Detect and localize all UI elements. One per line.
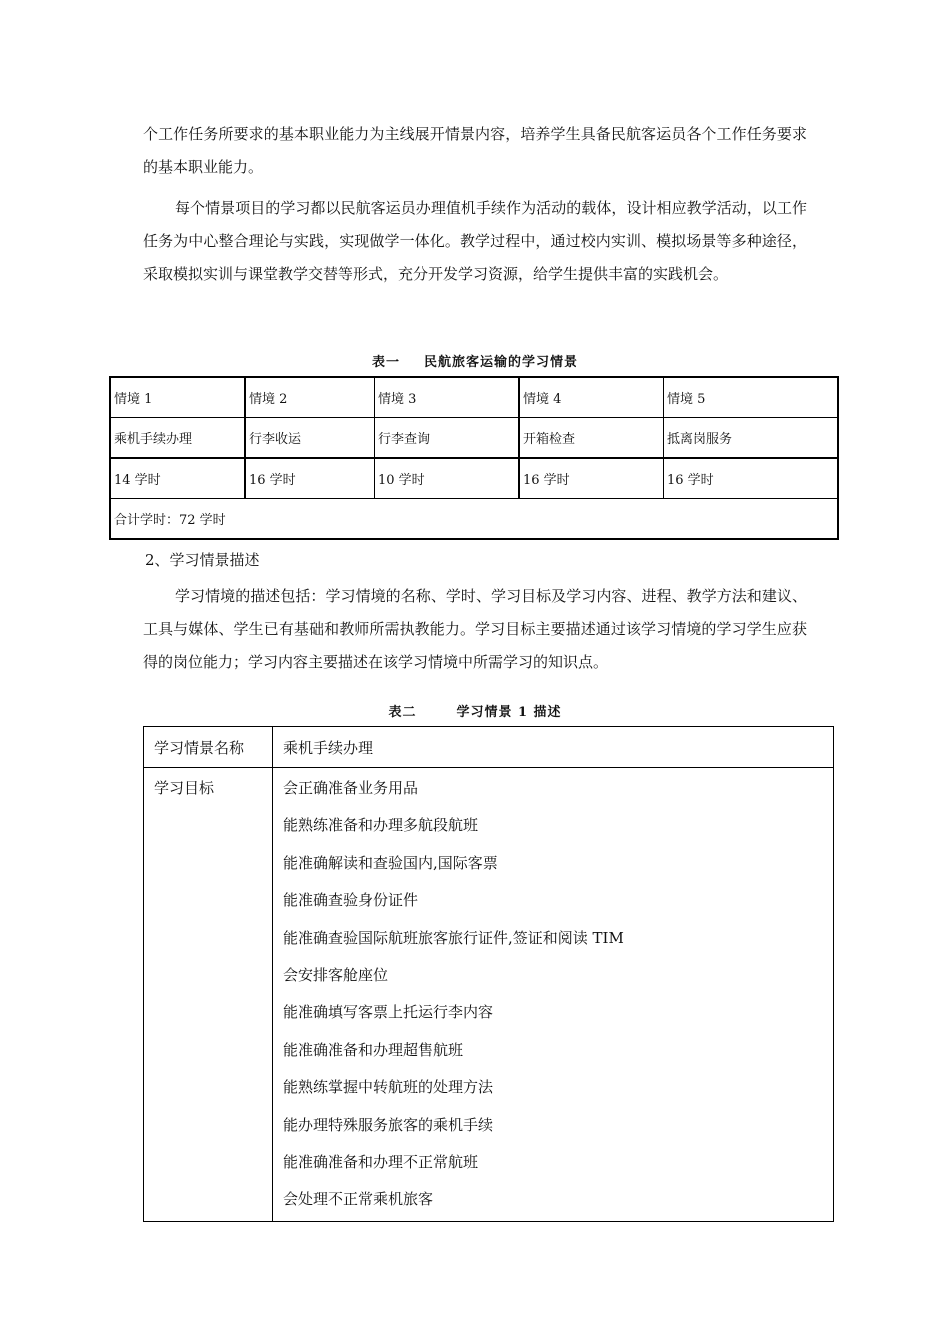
goal-item: 能准确查验身份证件 xyxy=(283,891,419,910)
table1-total-row xyxy=(110,499,838,540)
table2-name-label: 学习情景名称 xyxy=(144,727,273,768)
table2-goal-label: 学习目标 xyxy=(144,768,273,1222)
paragraph-activities: 每个情景项目的学习都以民航客运员办理值机手续作为活动的载体，设计相应教学活动，以工作任务为中心整合理论与实践，实现做学一体化。教学过程中，通过校内实训、模拟场景等多种途径，采取模拟实训与课堂教学交替等形式，充分开发学习资源，给学生提供丰富的实践机会。 xyxy=(143,199,807,283)
table2-goal-list xyxy=(273,768,834,1222)
goal-item: 能熟练准备和办理多航段航班 xyxy=(283,816,479,835)
learning-scenarios-table xyxy=(109,376,839,540)
table1-header-cell: 情境 3 xyxy=(375,377,520,418)
table1-caption-title: 民航旅客运输的学习情景 xyxy=(424,355,579,370)
table1-hours-cell: 10 学时 xyxy=(375,458,520,499)
goal-item: 能准确填写客票上托运行李内容 xyxy=(283,1003,494,1022)
goal-item: 会正确准备业务用品 xyxy=(283,779,419,797)
goal-item: 能准确准备和办理不正常航班 xyxy=(283,1152,479,1171)
paragraph-description: 学习情境的描述包括：学习情境的名称、学时、学习目标及学习内容、进程、教学方法和建议、工具与媒体、学生已有基础和教师所需执教能力。学习目标主要描述通过该学习情境的学习学生应获得的岗位能力；学习内容主要描述在该学习情境中所需学习的知识点。 xyxy=(143,587,807,671)
table1-header-cell: 情境 2 xyxy=(245,377,375,418)
table1-header-cell: 情境 1 xyxy=(110,377,245,418)
table1-name-cell: 行李收运 xyxy=(245,418,375,459)
goal-item: 会安排客舱座位 xyxy=(283,965,389,984)
goal-item: 能办理特殊服务旅客的乘机手续 xyxy=(283,1115,494,1134)
table1-header-cell: 情境 4 xyxy=(519,377,664,418)
table1-hours-cell: 16 学时 xyxy=(664,458,839,499)
table1-hours-cell: 16 学时 xyxy=(519,458,664,499)
table1-name-row xyxy=(110,418,838,459)
table2-name-row xyxy=(144,727,834,768)
goal-item: 会处理不正常乘机旅客 xyxy=(283,1190,434,1209)
table2-goals-row xyxy=(144,768,834,1222)
table2-name-value: 乘机手续办理 xyxy=(273,727,834,768)
paragraph-intro: 个工作任务所要求的基本职业能力为主线展开情景内容，培养学生具备民航客运员各个工作任务要求的基本职业能力。 xyxy=(143,125,807,176)
table2-caption-number: 表二 xyxy=(388,705,417,720)
goal-item: 能准确解读和查验国内,国际客票 xyxy=(283,853,498,872)
table1-hours-cell: 16 学时 xyxy=(245,458,375,499)
table1-header-cell: 情境 5 xyxy=(664,377,839,418)
scenario-description-table xyxy=(143,726,834,1222)
table1-total-cell: 合计学时：72 学时 xyxy=(110,499,838,540)
table1-hours-cell: 14 学时 xyxy=(110,458,245,499)
table1-hours-row xyxy=(110,458,838,499)
section-heading: 2、学习情景描述 xyxy=(145,551,260,569)
table1-caption xyxy=(0,351,950,370)
table1-name-cell: 行李查询 xyxy=(375,418,520,459)
table1-header-row xyxy=(110,377,838,418)
goal-item: 能准确准备和办理超售航班 xyxy=(283,1040,464,1059)
table1-name-cell: 开箱检查 xyxy=(519,418,664,459)
goal-item: 能准确查验国际航班旅客旅行证件,签证和阅读 TIM xyxy=(283,928,624,947)
table1-caption-number: 表一 xyxy=(371,355,400,370)
goal-item: 能熟练掌握中转航班的处理方法 xyxy=(283,1078,494,1097)
table1-name-cell: 抵离岗服务 xyxy=(664,418,839,459)
table1-name-cell: 乘机手续办理 xyxy=(110,418,245,459)
table2-caption xyxy=(0,701,950,720)
table2-caption-title: 学习情景 1 描述 xyxy=(456,705,562,720)
